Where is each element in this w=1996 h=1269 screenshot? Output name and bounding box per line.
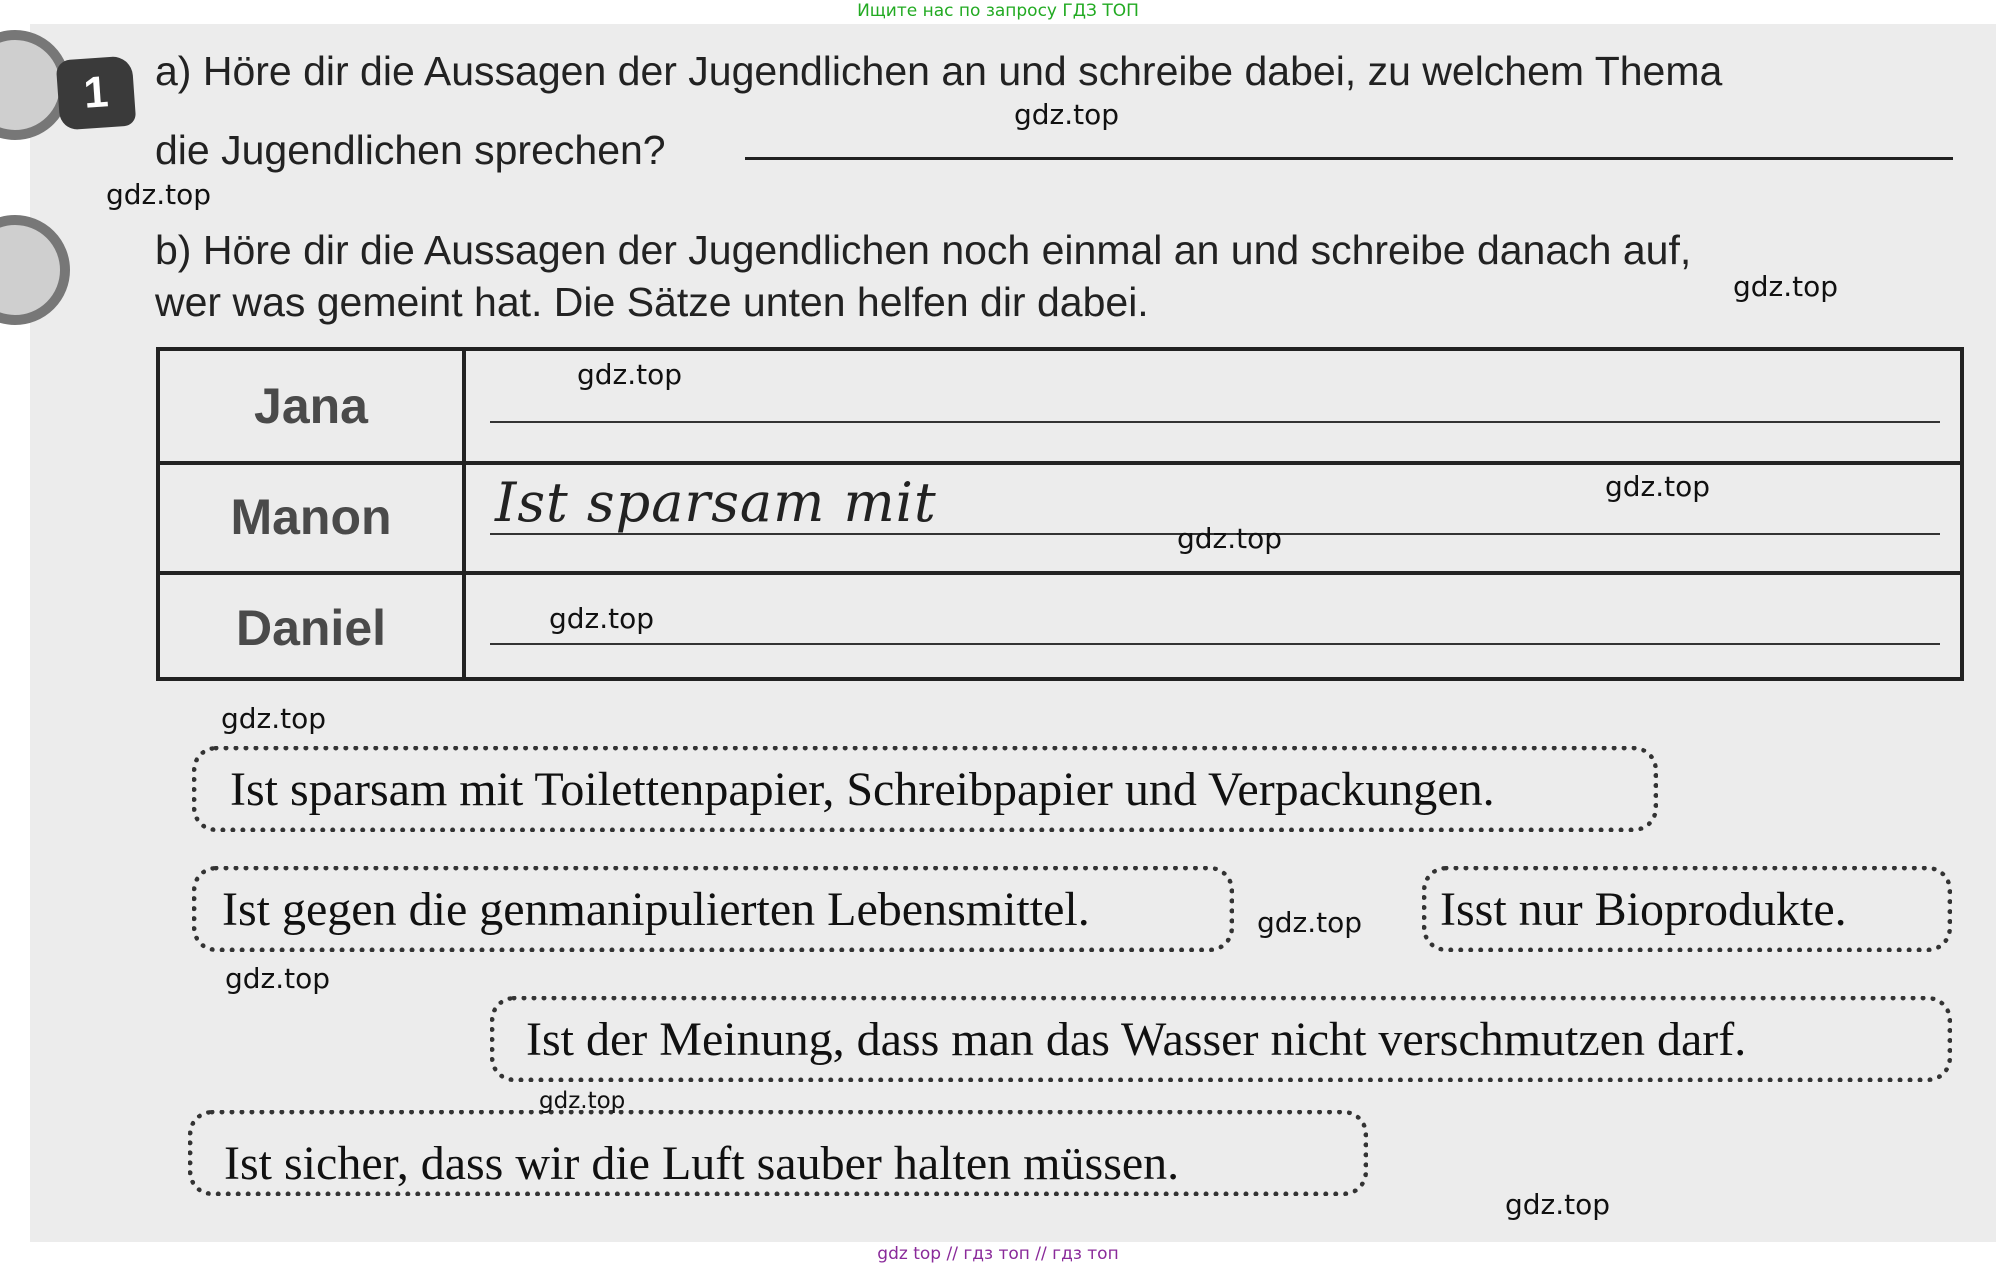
watermark: gdz.top <box>1733 270 1839 303</box>
table-column-divider <box>462 351 466 677</box>
phrase-text-1: Ist sparsam mit Toilettenpapier, Schreibpapier und Verpackungen. <box>230 763 1495 816</box>
watermark: gdz.top <box>577 358 683 391</box>
watermark: gdz.top <box>1605 470 1711 503</box>
task-a-answer-line[interactable] <box>745 157 1953 160</box>
answer-line-daniel[interactable] <box>490 643 1940 645</box>
answer-table <box>156 347 1964 681</box>
task-a-line1: a) Höre dir die Aussagen der Jugendlichen an und schreibe dabei, zu welchem Thema <box>155 48 1723 94</box>
watermark: gdz.top <box>549 602 655 635</box>
watermark: gdz.top <box>539 1088 626 1114</box>
task-b-line1: b) Höre dir die Aussagen der Jugendlichen noch einmal an und schreibe danach auf, <box>155 227 1692 273</box>
watermark: gdz.top <box>106 178 212 211</box>
watermark: gdz.top <box>1257 906 1363 939</box>
task-b-line2: wer was gemeint hat. Die Sätze unten helfen dir dabei. <box>155 279 1149 325</box>
name-manon: Manon <box>230 489 392 545</box>
watermark: gdz.top <box>225 962 331 995</box>
name-jana: Jana <box>254 378 368 434</box>
watermark: gdz.top <box>1014 98 1120 131</box>
top-banner[interactable]: Ищите нас по запросу ГДЗ ТОП <box>857 1 1139 21</box>
phrase-text-2: Ist gegen die genmanipulierten Lebensmittel. <box>222 883 1090 936</box>
watermark: gdz.top <box>221 702 327 735</box>
name-daniel: Daniel <box>235 600 387 656</box>
table-row-divider <box>160 461 1960 465</box>
answer-line-jana[interactable] <box>490 421 1940 423</box>
phrase-text-4: Ist der Meinung, dass man das Wasser nicht verschmutzen darf. <box>526 1013 1747 1066</box>
handwritten-answer-manon: Ist sparsam mit <box>495 471 937 534</box>
task-a-line2: die Jugendlichen sprechen? <box>155 127 666 173</box>
watermark: gdz.top <box>1505 1188 1611 1221</box>
phrase-text-3: Isst nur Bioprodukte. <box>1440 883 1847 936</box>
watermark: gdz.top <box>1177 522 1283 555</box>
phrase-text-5: Ist sicher, dass wir die Luft sauber halten müssen. <box>224 1137 1180 1190</box>
exercise-number-badge: 1 <box>56 55 137 130</box>
bottom-banner[interactable]: gdz top // гдз топ // гдз топ <box>877 1244 1119 1264</box>
table-row-divider <box>160 571 1960 575</box>
